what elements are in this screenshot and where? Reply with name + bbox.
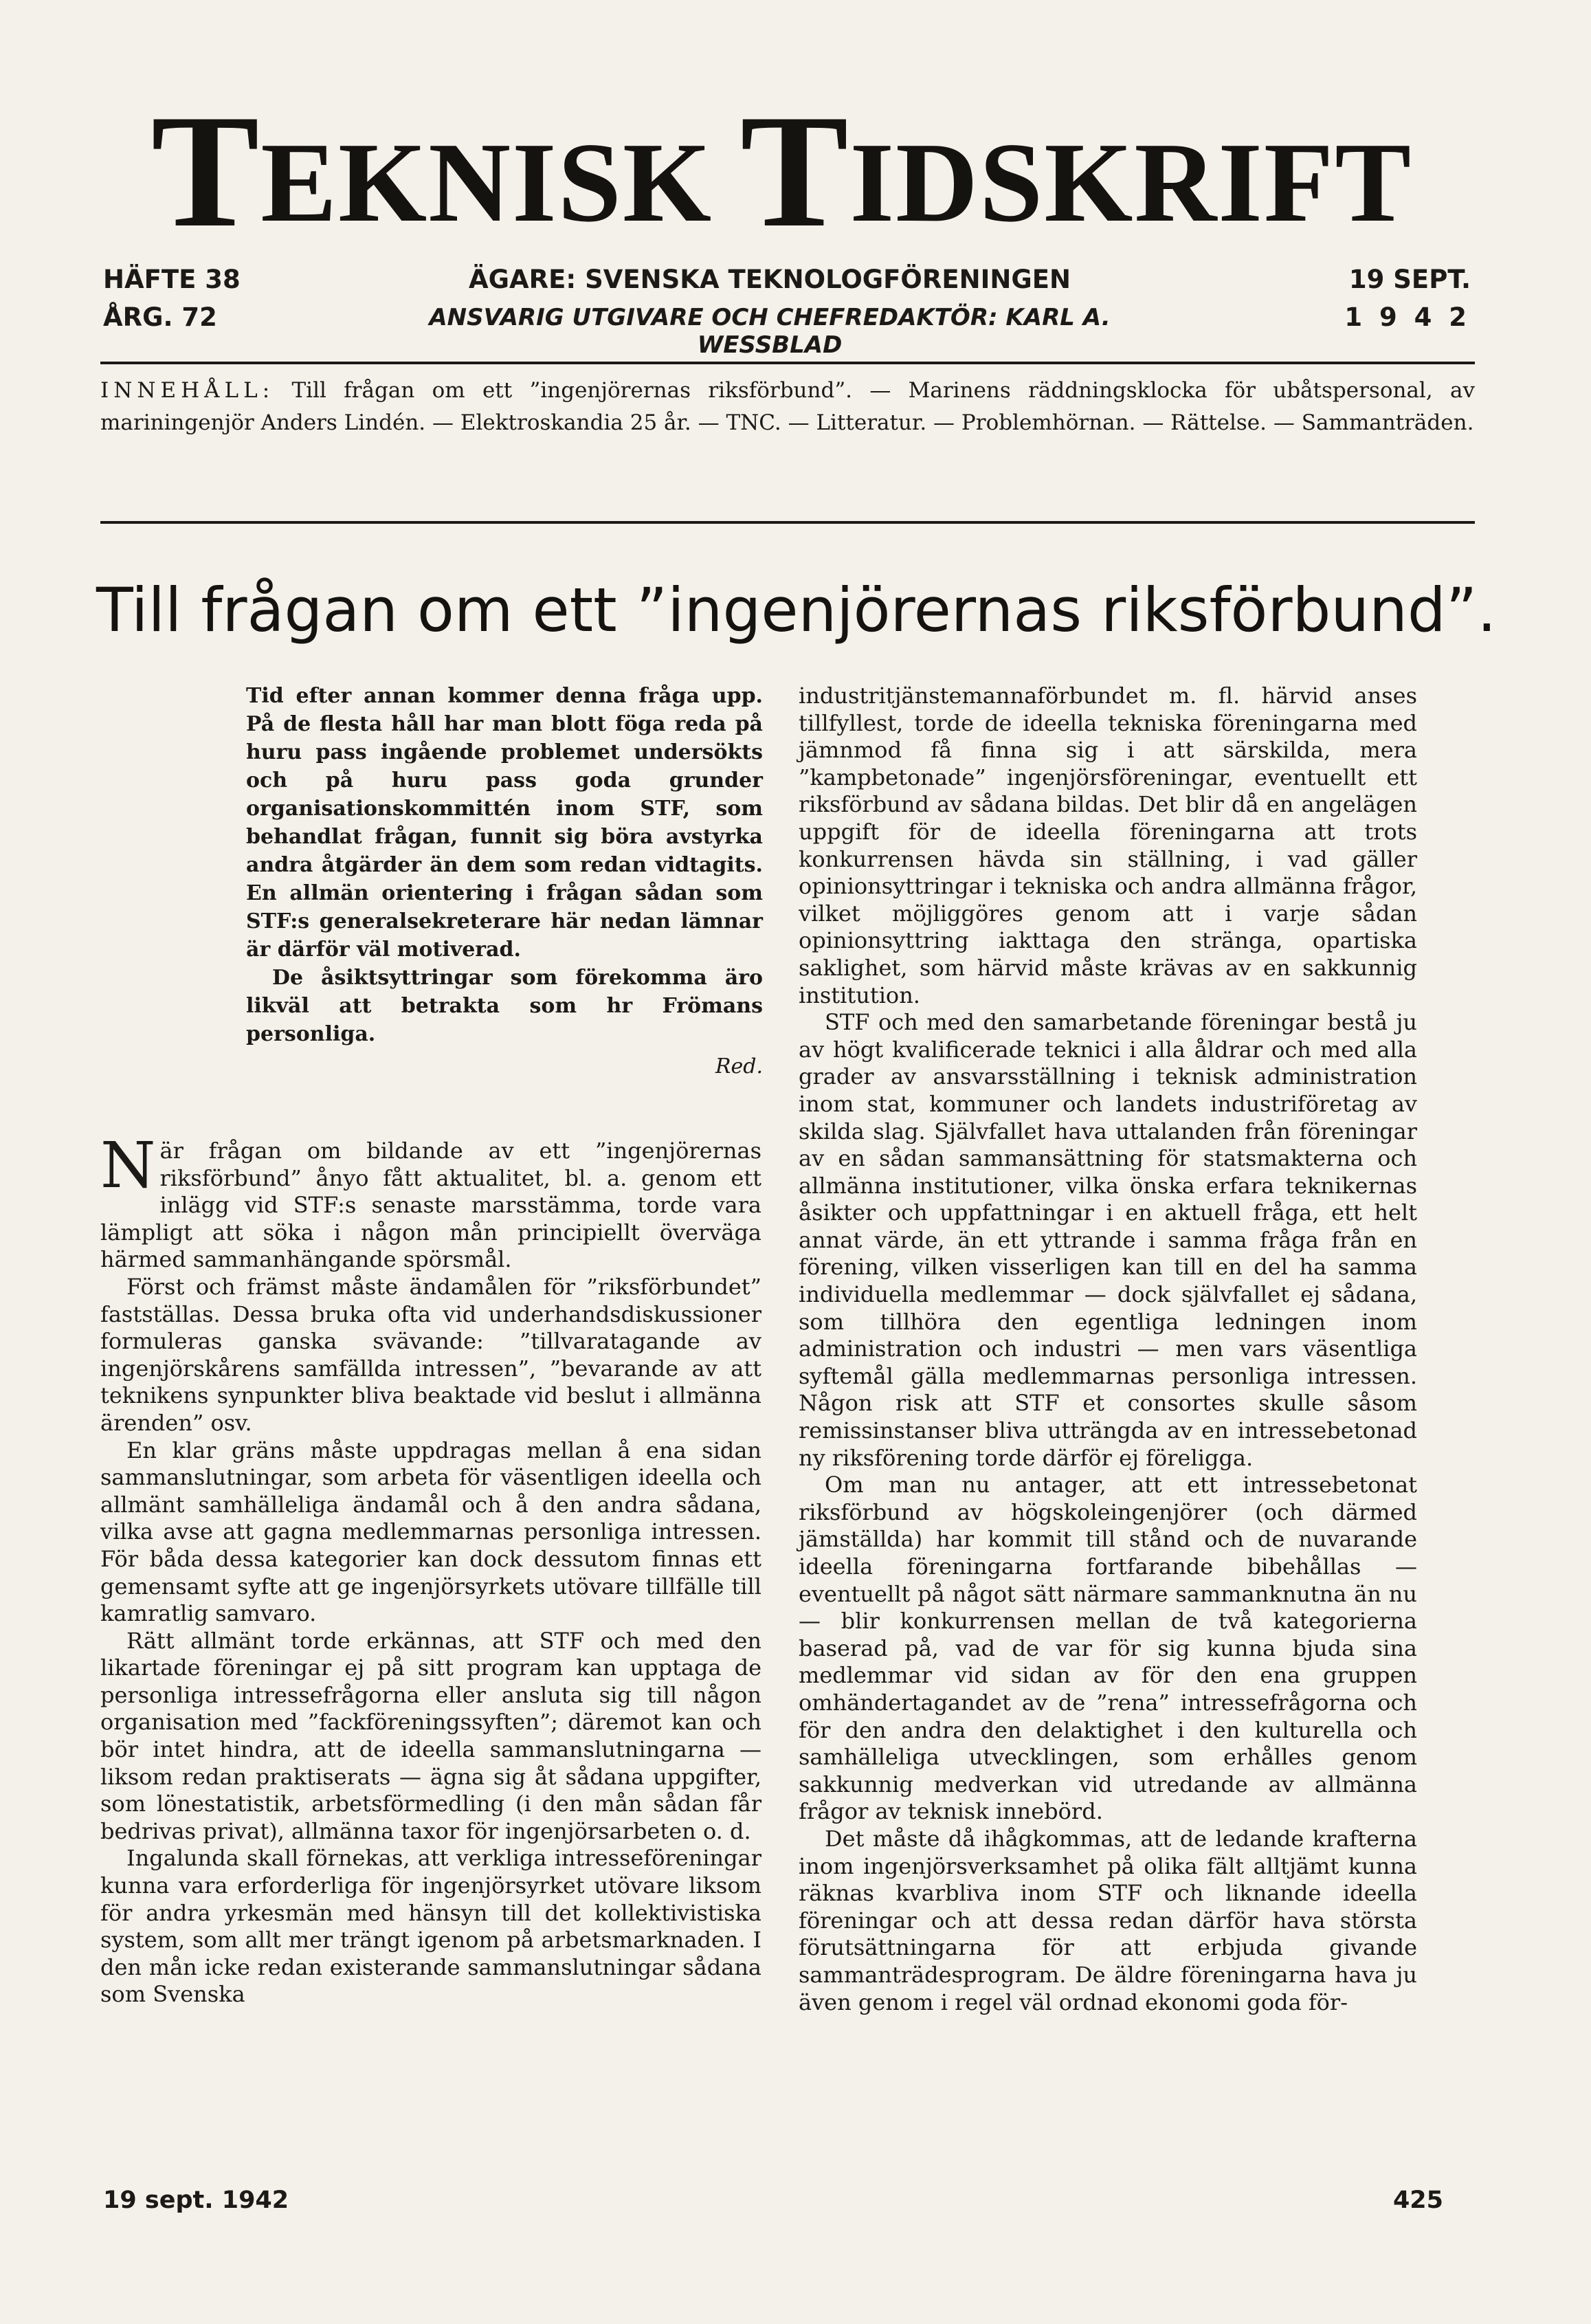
masthead-rest: EKNISK — [260, 119, 713, 245]
issue-date: 19 SEPT. — [1348, 265, 1471, 294]
year-label: ÅRG. 72 — [103, 302, 217, 332]
masthead-rest: IDSKRIFT — [849, 119, 1413, 245]
paragraph-text: är frågan om bildande av ett ”ingenjörernas riksförbund” ånyo fått aktualitet, bl. a. genom ett inlägg vid STF:s senaste marsstämma, torde vara lämpligt att söka i någon mån principiellt överväga härmed sammanhängande spörsmål. — [100, 1138, 761, 1273]
preface-paragraph: De åsiktsyttringar som förekomma äro likväl att betrakta som hr Frömans personliga. — [246, 966, 763, 1046]
masthead-initial: T — [151, 82, 261, 261]
divider-top — [100, 362, 1475, 364]
article-column-right — [799, 683, 1417, 2016]
article-paragraph: Det måste då ihågkommas, att de ledande krafterna inom ingenjörsverksamhet på olika fält alltjämt kunna räknas kvarbliva inom STF och liknande ideella föreningar och att dessa redan därför hava största förutsättningarna för att erbjuda givande sammanträdesprogram. De äldre föreningarna hava ju även genom i regel väl ordnad ekonomi goda för- — [799, 1825, 1417, 2015]
masthead-word-teknisk — [151, 82, 713, 261]
article-title: Till frågan om ett ”ingenjörernas riksförbund”. — [96, 575, 1497, 645]
masthead-initial: T — [740, 82, 850, 261]
article-paragraph: industritjänstemannaförbundet m. fl. härvid anses tillfyllest, torde de ideella tekniska föreningarna med jämnmod få finna sig i att särskilda, mera ”kampbetonade” ingenjörsföreningar, eventuellt ett riksförbund av sådana bildas. Det blir då en angelägen uppgift för de ideella föreningarna att trots konkurrensen hävda sin ställning, i vad gäller opinionsyttringar i tekniska och andra allmänna frågor, vilket möjliggöres genom att i varje sådan opinionsyttring iakttaga den stränga, opartiska saklighet, som härvid måste krävas av en sakkunnig institution. — [799, 683, 1417, 1008]
article-paragraph: Ingalunda skall förnekas, att verkliga intresseföreningar kunna vara erforderliga för ingenjörsyrket utövare liksom för andra yrkesmän med hänsyn till det kollektivistiska system, som allt mer trängt igenom på arbetsmarknaden. I den mån icke redan existerande sammanslutningar sådana som Svenska — [100, 1845, 761, 2008]
article-column-left — [100, 1129, 761, 2008]
editor-line: ANSVARIG UTGIVARE OCH CHEFREDAKTÖR: KARL A. WESSBLAD — [429, 304, 1111, 359]
contents-label: INNEHÅLL: — [100, 378, 275, 403]
article-paragraph — [100, 1129, 761, 1274]
article-paragraph: Om man nu antager, att ett intressebetonat riksförbund av högskoleingenjörer (och därmed jämställda) har kommit till stånd och de nuvarande ideella föreningarna fortfarande bibehållas — eventuellt på något sätt närmare sammanknutna än nu — blir konkurrensen mellan de två kategorierna baserad på, vad de var för sig kunna bjuda sina medlemmar vid sidan av för den ena gruppen omhändertagandet av de ”rena” intressefrågorna och för den andra den delaktighet i den kulturella och samhälleliga utvecklingen, som erhålles genom sakkunnig medverkan vid utredande av allmänna frågor av teknisk innebörd. — [799, 1472, 1417, 1825]
masthead-word-tidskrift — [740, 82, 1413, 261]
divider-bottom — [100, 521, 1475, 524]
article-paragraph: STF och med den samarbetande föreningar bestå ju av högt kvalificerade teknici i alla åldrar och med alla grader av ansvarsställning i teknisk administration inom stat, kommuner och landets industriföretag av skilda slag. Självfallet hava uttalanden från föreningar av en sådan sammansättning för statsmakterna och allmänna institutioner, vilka önska erfara teknikernas åsikter och uppfattningar i en aktuell fråga, ett helt annat värde, än ett yttrande i samma fråga från en förening, vilken visserligen kan till en del ha samma individuella medlemmar — dock självfallet ej sådana, som tillhöra den egentliga ledningen inom administration och industri — men vars väsentliga syftemål gälla medlemmarnas personliga intressen. Någon risk att STF et consortes skulle såsom remissinstanser bliva utträngda av en intressebetonad ny riksförening torde därför ej föreligga. — [799, 1009, 1417, 1471]
editor-signature: Red. — [715, 1054, 763, 1078]
article-paragraph: Rätt allmänt torde erkännas, att STF och med den likartade föreningar ej på sitt program kan upptaga de personliga intressefrågorna eller ansluta sig till någon organisation med ”fackföreningssyften”; däremot kan och bör intet hindra, att de ideella sammanslutningarna — liksom redan praktiserats — ägna sig åt sådana uppgifter, som lönestatistik, arbetsförmedling (i den mån sådan får bedrivas privat), allmänna taxor för ingenjörsarbeten o. d. — [100, 1627, 761, 1844]
owner-line: ÄGARE: SVENSKA TEKNOLOGFÖRENINGEN — [469, 265, 1071, 294]
page-number: 425 — [1392, 2187, 1443, 2214]
article-paragraph: Först och främst måste ändamålen för ”riksförbundet” fastställas. Dessa bruka ofta vid underhandsdiskussioner formuleras ganska svävande: ”tillvaratagande av ingenjörskårens samfällda intressen”, ”bevarande av att teknikens synpunkter bliva beaktade vid beslut i allmänna ärenden” osv. — [100, 1273, 761, 1436]
drop-cap: N — [100, 1129, 156, 1202]
contents-text: Till frågan om ett ”ingenjörernas riksförbund”. — Marinens räddningsklocka för ubåtspersonal, av mariningenjör Anders Lindén. — Elektroskandia 25 år. — TNC. — Litteratur. — Problemhörnan. — Rättelse. — Sammanträden. — [100, 378, 1475, 435]
preface-paragraph: Tid efter annan kommer denna fråga upp. På de flesta håll har man blott föga reda på huru pass ingående problemet undersökts och på huru pass goda grunder organisationskommittén inom STF, som behandlat frågan, funnit sig böra avstyrka andra åtgärder än dem som redan vidtagits. En allmän orientering i frågan sådan som STF:s generalsekreterare här nedan lämnar är därför väl motiverad. — [246, 684, 763, 962]
issue-label: HÄFTE 38 — [103, 265, 241, 294]
issue-year: 1 9 4 2 — [1344, 302, 1471, 332]
footer-date: 19 sept. 1942 — [103, 2187, 289, 2214]
editorial-preface — [246, 682, 763, 1081]
table-of-contents — [100, 375, 1475, 439]
masthead-title — [96, 82, 1467, 261]
article-paragraph: En klar gräns måste uppdragas mellan å ena sidan sammanslutningar, som arbeta för väsentligen ideella och allmänt samhälleliga ändamål och å den andra sådana, vilka avse att gagna medlemmarnas personliga intressen. För båda dessa kategorier kan dock dessutom finnas ett gemensamt syfte att ge ingenjörsyrkets utövare tillfälle till kamratlig samvaro. — [100, 1437, 761, 1627]
